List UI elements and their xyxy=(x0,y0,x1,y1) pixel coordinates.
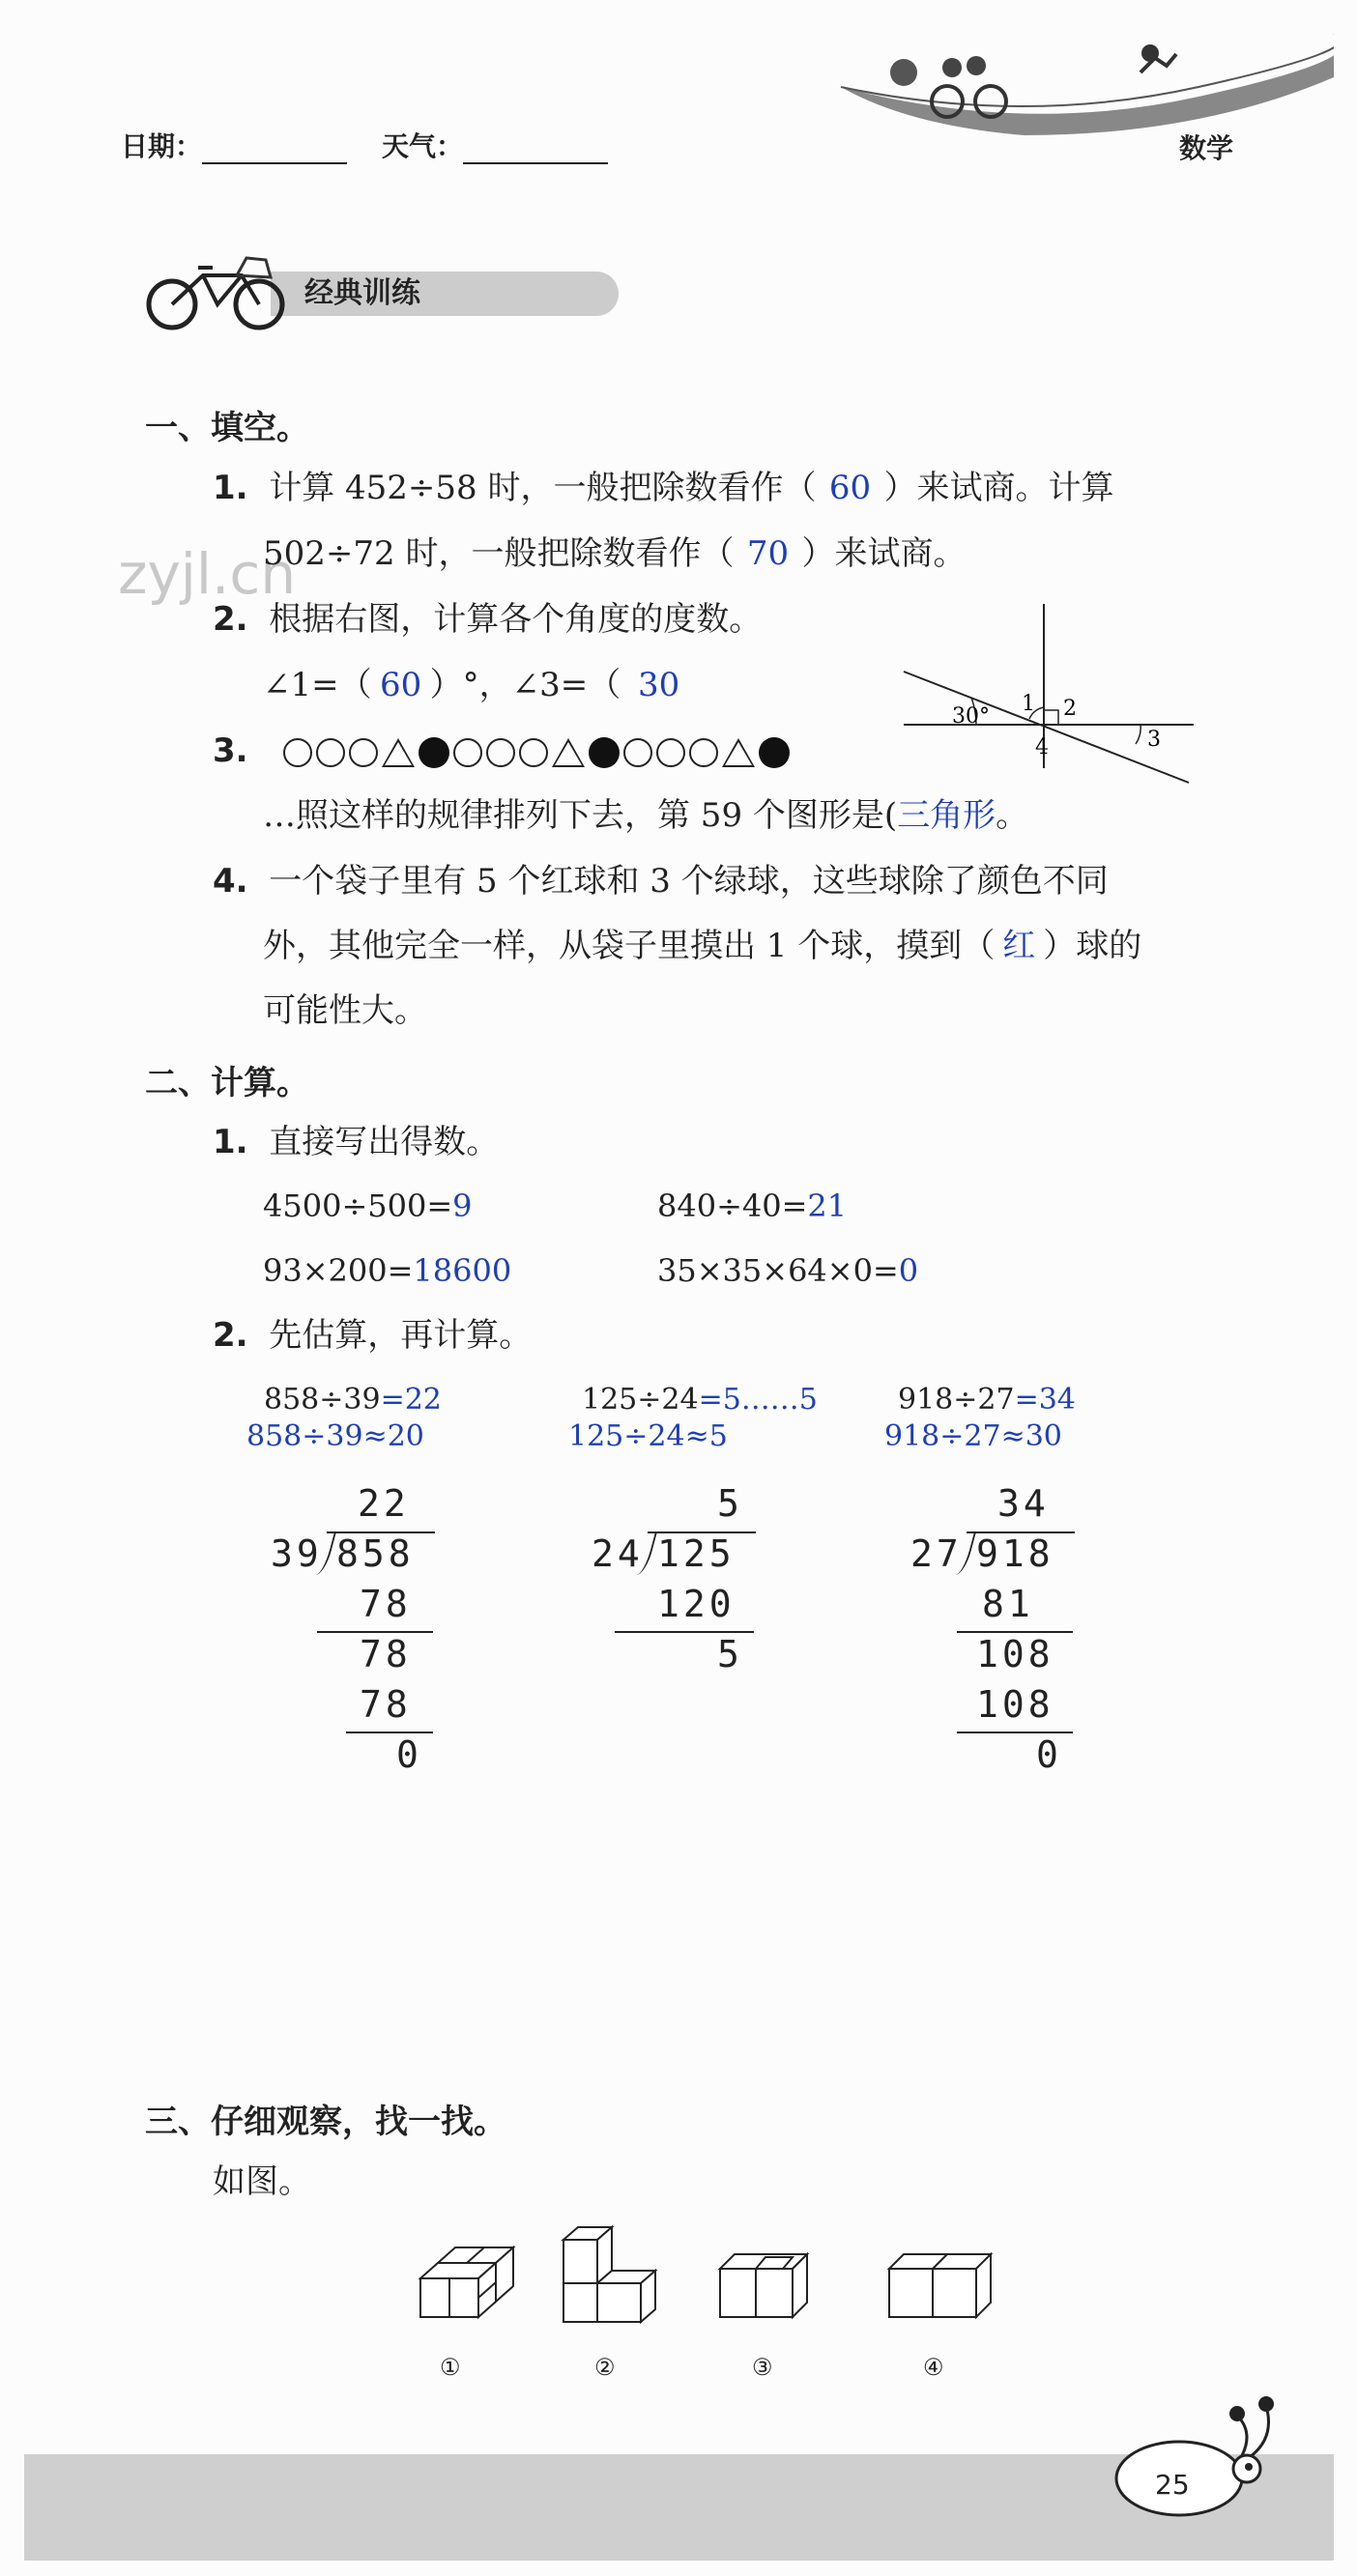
q1-line2: 502÷72 时，一般把除数看作（ 70 ）来试商。 xyxy=(263,534,967,573)
cube-label-2: ② xyxy=(594,2354,616,2381)
q2-answer-3: 30 xyxy=(638,666,680,704)
calc-item-4: 35×35×64×0=0 xyxy=(657,1252,919,1289)
cube-label-4: ④ xyxy=(923,2354,944,2381)
header-illustration xyxy=(831,19,1334,135)
q3-pattern: 3. xyxy=(213,730,794,772)
angle-4-label: 4 xyxy=(1035,735,1049,759)
cube-figure-2 xyxy=(559,2222,665,2338)
weather-label: 天气： xyxy=(382,126,608,164)
snail-icon xyxy=(1102,2387,1295,2532)
calc-item-3: 93×200=18600 xyxy=(263,1252,512,1289)
calc-item-2: 840÷40=21 xyxy=(657,1188,848,1224)
q2-line2: ∠1=（ 60 ）°，∠3=（ xyxy=(263,666,621,704)
cube-label-3: ③ xyxy=(752,2354,773,2381)
section-banner xyxy=(145,266,474,324)
cube-figure-3 xyxy=(715,2240,822,2336)
cube-label-1: ① xyxy=(440,2354,461,2381)
section1-title: 一、填空。 xyxy=(145,409,309,447)
q3-line2: …照这样的规律排列下去，第 59 个图形是(三角形。 xyxy=(263,796,1029,835)
page-number: 25 xyxy=(1155,2469,1190,2501)
q2-line1: 2. 根据右图，计算各个角度的度数。 xyxy=(213,600,763,639)
long-division-1: 22 39 858 78 78 78 0 xyxy=(271,1478,435,1788)
angle-figure xyxy=(894,599,1203,792)
banner-title: 经典训练 xyxy=(304,276,420,310)
section2-title: 二、计算。 xyxy=(145,1064,309,1102)
q1-line1: 1. 计算 452÷58 时，一般把除数看作（ 60 ）来试商。计算 xyxy=(213,469,1114,507)
cube-figure-1 xyxy=(411,2232,517,2338)
section3-title: 三、仔细观察，找一找。 xyxy=(145,2103,506,2141)
angle-1-label: 1 xyxy=(1022,692,1035,716)
angle-3-label: 3 xyxy=(1147,728,1161,752)
s2-q2-title: 2. 先估算，再计算。 xyxy=(213,1316,533,1355)
estimate-3: 918÷27=34 918÷27≈30 xyxy=(884,1383,1076,1453)
watermark: zyjl.cn xyxy=(118,541,297,607)
bicycle-icon xyxy=(145,246,290,333)
cube-figure-4 xyxy=(884,2240,1000,2336)
estimate-1: 858÷39=22 858÷39≈20 xyxy=(246,1383,442,1453)
s2-q1-title: 1. 直接写出得数。 xyxy=(213,1123,500,1161)
angle-2-label: 2 xyxy=(1063,697,1077,721)
q4-line1: 4. 一个袋子里有 5 个红球和 3 个绿球，这些球除了颜色不同 xyxy=(213,862,1109,901)
subject-label: 数学 xyxy=(1179,132,1234,164)
section3-text: 如图。 xyxy=(213,2162,311,2201)
long-division-2: 5 24 125 120 5 xyxy=(592,1478,756,1691)
angle-30-label: 30° xyxy=(952,704,990,729)
estimate-2: 125÷24=5……5 125÷24≈5 xyxy=(568,1383,818,1453)
calc-item-1: 4500÷500=9 xyxy=(263,1188,473,1224)
q4-line3: 可能性大。 xyxy=(263,991,427,1030)
q4-line2: 外，其他完全一样，从袋子里摸出 1 个球，摸到（ 红 ）球的 xyxy=(263,927,1142,965)
long-division-3: 34 27 918 81 108 108 0 xyxy=(910,1478,1075,1788)
date-label: 日期： xyxy=(121,126,347,164)
